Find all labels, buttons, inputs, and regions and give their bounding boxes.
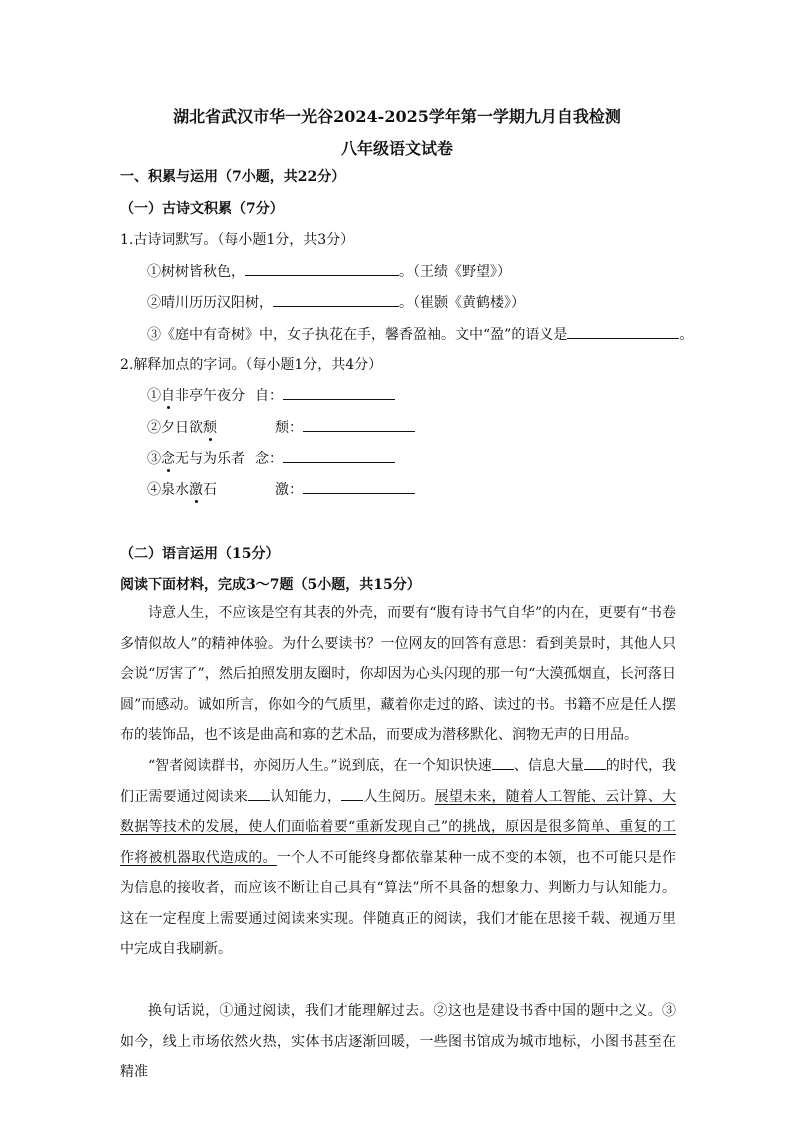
q1-stem: 1.古诗词默写。（每小题1分，共3分） bbox=[120, 232, 355, 248]
answer-blank[interactable] bbox=[303, 417, 415, 432]
fill-blank[interactable] bbox=[341, 786, 363, 801]
passage-paragraph-1: 诗意人生，不应该是空有其表的外壳，而要有“腹有诗书气自华”的内在，更要有“书卷多情似故人”的精神体验。为什么要读书？一位网友的回答有意思：看到美景时，其他人只会说“厉害了”，然后拍照发朋友圈时，你却因为心头闪现的那一句“大漠孤烟直，长河落日圆”而感动。诚如所言，你如今的气质里，藏着你走过的路、读过的书。书籍不应是任人摆布的装饰品，也不该是曲高和寡的艺术品，而要成为潜移默化、润物无声的日用品。 bbox=[120, 605, 676, 743]
fill-blank[interactable] bbox=[492, 755, 514, 770]
exam-subtitle: 八年级语文试卷 bbox=[340, 139, 453, 158]
reading-instruction: 阅读下面材料，完成3～7题（5小题，共15分） bbox=[120, 577, 421, 593]
passage-paragraph-2: “智者阅读群书，亦阅历人生。”说到底，在一个知识快速 、信息大量 的时代，我们正需要通过阅读来 认知能力， 人生阅历。展望未来，随着人工智能、云计算、大数据等技术的发展，使人们面临着要“重新发现自己”的挑战，原因是很多简单、重复的工作将被机器取代造成的。一个人不可能终身都依靠某种一成不变的本领，也不可能只是作为信息的接收者，而应该不断让自己具有“算法”所不具备的想象力、判断力与认知能力。这在一定程度上需要通过阅读来实现。伴随真正的阅读，我们才能在思接千载、视通万里中完成自我刷新。 bbox=[120, 751, 676, 965]
exam-title: 湖北省武汉市华一光谷2024-2025学年第一学期九月自我检测 bbox=[173, 107, 621, 126]
underlined-sentence: 展望未来，随着人工智能、云计算、大数据等技术的发展，使人们面临着要“重新发现自己”的挑战，原因是很多简单、重复的工作将被机器取代造成的。 bbox=[120, 788, 677, 866]
answer-blank[interactable] bbox=[303, 479, 415, 494]
q1-item-2: ②晴川历历汉阳树， 。（崔颢《黄鹤楼》） bbox=[147, 292, 525, 312]
q2-stem: 2.解释加点的字词。（每小题1分，共4分） bbox=[120, 357, 383, 373]
q2-item-2: ②夕日欲颓 颓： bbox=[147, 417, 415, 437]
q2-item-1: ①自非亭午夜分 自： bbox=[147, 385, 395, 405]
fill-blank[interactable] bbox=[584, 755, 606, 770]
q2-item-3: ③念无与为乐者 念： bbox=[147, 448, 395, 468]
dotted-char: 颓 bbox=[203, 420, 217, 436]
answer-blank[interactable] bbox=[567, 324, 679, 339]
dotted-char: 激 bbox=[189, 482, 203, 498]
dotted-char: 念 bbox=[161, 451, 175, 467]
dotted-char: 自 bbox=[161, 388, 175, 404]
section1-heading: 一、积累与运用（7小题，共22分） bbox=[120, 169, 346, 185]
q1-item-1: ①树树皆秋色， 。（王绩《野望》） bbox=[147, 261, 511, 281]
answer-blank[interactable] bbox=[283, 448, 395, 463]
fill-blank[interactable] bbox=[248, 786, 270, 801]
answer-blank[interactable] bbox=[273, 292, 399, 307]
answer-blank[interactable] bbox=[283, 385, 395, 400]
q2-item-4: ④泉水激石 激： bbox=[147, 479, 415, 499]
part1-heading: （一）古诗文积累（7分） bbox=[120, 201, 284, 217]
q1-item-3: ③《庭中有奇树》中，女子执花在手，馨香盈袖。文中“盈”的语义是 。 bbox=[147, 324, 693, 344]
answer-blank[interactable] bbox=[245, 261, 399, 276]
passage-paragraph-3: 换句话说，①通过阅读，我们才能理解过去。②这也是建设书香中国的题中之义。③如今，线上市场依然火热，实体书店逐渐回暖，一些图书馆成为城市地标，小图书甚至在精准 bbox=[120, 1003, 676, 1080]
part2-heading: （二）语言运用（15分） bbox=[120, 546, 280, 562]
